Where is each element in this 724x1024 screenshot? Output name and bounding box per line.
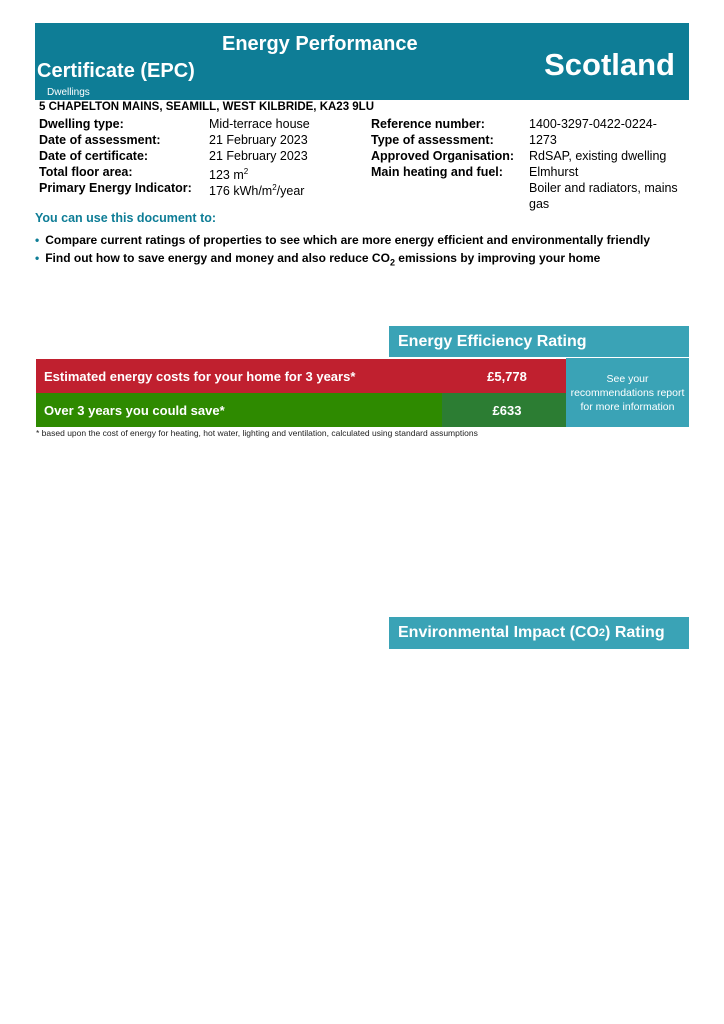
bullet-icon: •	[35, 233, 40, 247]
label-date-assessment: Date of assessment:	[39, 133, 161, 147]
title-line2: Certificate (EPC)	[37, 60, 195, 82]
value-date-assessment: 21 February 2023	[209, 133, 308, 147]
estimated-costs-label: Estimated energy costs for your home for 3 years*	[36, 359, 442, 393]
bullet-save: • Find out how to save energy and money and also reduce $CO_2$ emissions by improving your home	[35, 251, 601, 268]
label-reference-number: Reference number:	[371, 117, 485, 131]
value-dwelling-type: Mid-terrace house	[209, 117, 310, 131]
value-heating: Boiler and radiators, mains gas	[529, 181, 678, 211]
energy-efficiency-rating-header: Energy Efficiency Rating	[389, 326, 689, 357]
label-primary-energy: Primary Energy Indicator:	[39, 181, 192, 195]
epc-header	[35, 23, 689, 100]
costs-footnote: * based upon the cost of energy for heating, hot water, lighting and ventilation, calculated using standard assumptions	[36, 428, 478, 438]
value-reference-line2: 1273	[529, 133, 557, 147]
use-document-title: You can use this document to:	[35, 211, 217, 225]
savings-value: £633	[442, 393, 572, 427]
value-primary-energy: 176 kWh/$m^2$/year	[209, 183, 305, 199]
value-reference-line1: 1400-3297-0422-0224-	[529, 117, 657, 131]
label-floor-area: Total floor area:	[39, 165, 133, 179]
label-dwelling-type: Dwelling type:	[39, 117, 124, 131]
value-date-certificate: 21 February 2023	[209, 149, 308, 163]
recommendations-note: See your recommendations report for more information	[566, 358, 689, 427]
property-address: 5 CHAPELTON MAINS, SEAMILL, WEST KILBRIDE, KA23 9LU	[39, 101, 375, 113]
title-line1: Energy Performance	[222, 33, 418, 55]
label-date-certificate: Date of certificate:	[39, 149, 149, 163]
value-assessment-type: RdSAP, existing dwelling	[529, 149, 667, 163]
label-type-assessment: Type of assessment:	[371, 133, 494, 147]
bullet-icon: •	[35, 251, 40, 265]
environmental-impact-rating-header: Environmental Impact (CO 2 ) Rating	[389, 617, 689, 649]
region-label: Scotland	[544, 47, 675, 82]
label-approved-org: Approved Organisation:	[371, 149, 515, 163]
estimated-costs-value: £5,778	[442, 359, 572, 393]
value-floor-area: 123 $m^2$	[209, 167, 249, 183]
label-heating-fuel: Main heating and fuel:	[371, 165, 503, 179]
savings-label: Over 3 years you could save*	[36, 393, 442, 427]
subtitle: Dwellings	[47, 87, 90, 98]
bullet-compare: • Compare current ratings of properties to see which are more energy efficient and environmentally friendly	[35, 233, 651, 247]
value-organisation: Elmhurst	[529, 165, 579, 179]
